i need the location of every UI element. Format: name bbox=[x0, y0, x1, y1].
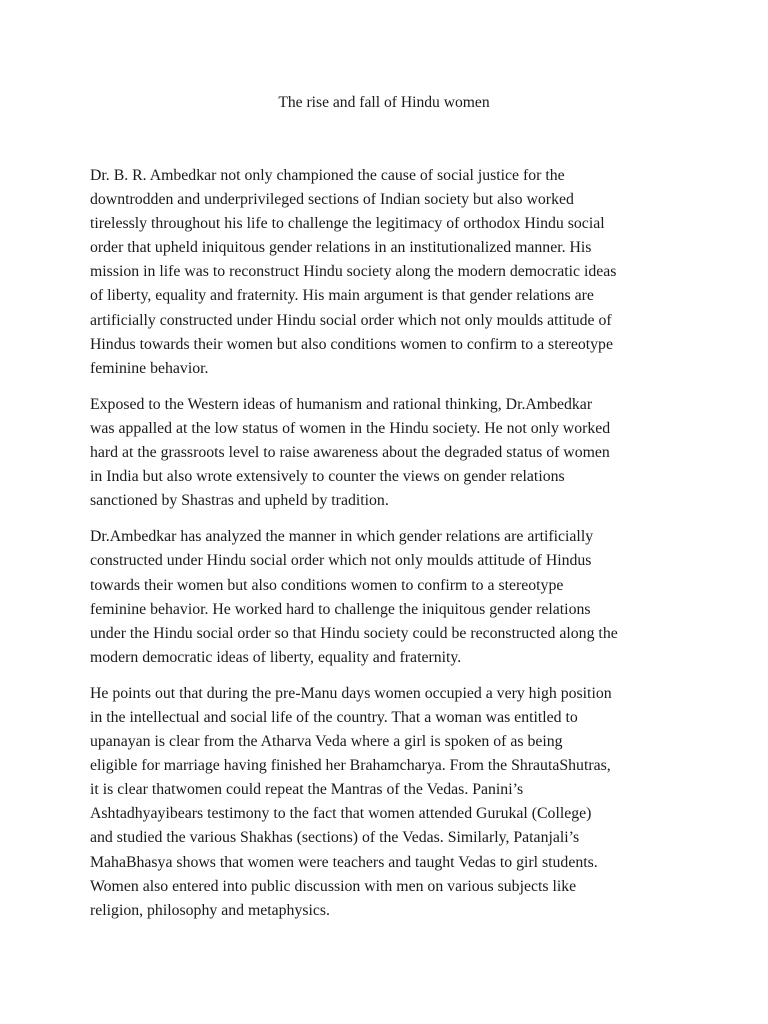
text-line: order that upheld iniquitous gender relations in an institutionalized manner. His bbox=[90, 239, 592, 257]
text-line: tirelessly throughout his life to challenge the legitimacy of orthodox Hindu social bbox=[90, 215, 605, 233]
text-line: Exposed to the Western ideas of humanism and rational thinking, Dr.Ambedkar bbox=[90, 395, 593, 413]
text-line: He points out that during the pre-Manu days women occupied a very high position bbox=[90, 684, 612, 702]
text-line: upanayan is clear from the Atharva Veda where a girl is spoken of as being bbox=[90, 733, 563, 751]
text-line: of liberty, equality and fraternity. His main argument is that gender relations are bbox=[90, 287, 594, 305]
paragraph bbox=[90, 525, 680, 670]
text-line: sanctioned by Shastras and upheld by tradition. bbox=[90, 492, 389, 510]
text-line: constructed under Hindu social order which not only moulds attitude of Hindus bbox=[90, 552, 592, 570]
text-line: and studied the various Shakhas (sections) of the Vedas. Similarly, Patanjali’s bbox=[90, 829, 580, 847]
text-line: eligible for marriage having finished her Brahamcharya. From the ShrautaShutras, bbox=[90, 757, 611, 775]
text-line: towards their women but also conditions women to confirm to a stereotype bbox=[90, 576, 564, 594]
text-line: feminine behavior. He worked hard to challenge the iniquitous gender relations bbox=[90, 600, 591, 618]
text-line: Hindus towards their women but also conditions women to confirm to a stereotype bbox=[90, 335, 613, 353]
text-line: Dr.Ambedkar has analyzed the manner in which gender relations are artificially bbox=[90, 528, 594, 546]
text-line: mission in life was to reconstruct Hindu society along the modern democratic ideas bbox=[90, 263, 617, 281]
text-line: hard at the grassroots level to raise awareness about the degraded status of women bbox=[90, 444, 610, 462]
text-line: Women also entered into public discussion with men on various subjects like bbox=[90, 877, 577, 895]
text-line: feminine behavior. bbox=[90, 359, 209, 377]
text-line: Ashtadhyayibears testimony to the fact that women attended Gurukal (College) bbox=[90, 805, 592, 823]
paragraph bbox=[90, 393, 680, 513]
document-title: The rise and fall of Hindu women bbox=[278, 94, 490, 111]
text-line: was appalled at the low status of women in the Hindu society. He not only worked bbox=[90, 419, 611, 437]
text-line: religion, philosophy and metaphysics. bbox=[90, 901, 330, 919]
text-line: Dr. B. R. Ambedkar not only championed the cause of social justice for the bbox=[90, 167, 565, 184]
text-line: in the intellectual and social life of the country. That a woman was entitled to bbox=[90, 708, 578, 726]
text-line: MahaBhasya shows that women were teachers and taught Vedas to girl students. bbox=[90, 853, 598, 871]
text-line: under the Hindu social order so that Hindu society could be reconstructed along the bbox=[90, 624, 618, 642]
text-line: it is clear thatwomen could repeat the Mantras of the Vedas. Panini’s bbox=[90, 781, 524, 799]
paragraph bbox=[90, 682, 680, 923]
text-line: in India but also wrote extensively to counter the views on gender relations bbox=[90, 468, 565, 486]
document-body bbox=[90, 164, 680, 935]
text-line: modern democratic ideas of liberty, equality and fraternity. bbox=[90, 648, 462, 666]
text-line: artificially constructed under Hindu social order which not only moulds attitude of bbox=[90, 311, 612, 329]
text-line: downtrodden and underprivileged sections of Indian society but also worked bbox=[90, 191, 574, 209]
paragraph bbox=[90, 164, 680, 381]
